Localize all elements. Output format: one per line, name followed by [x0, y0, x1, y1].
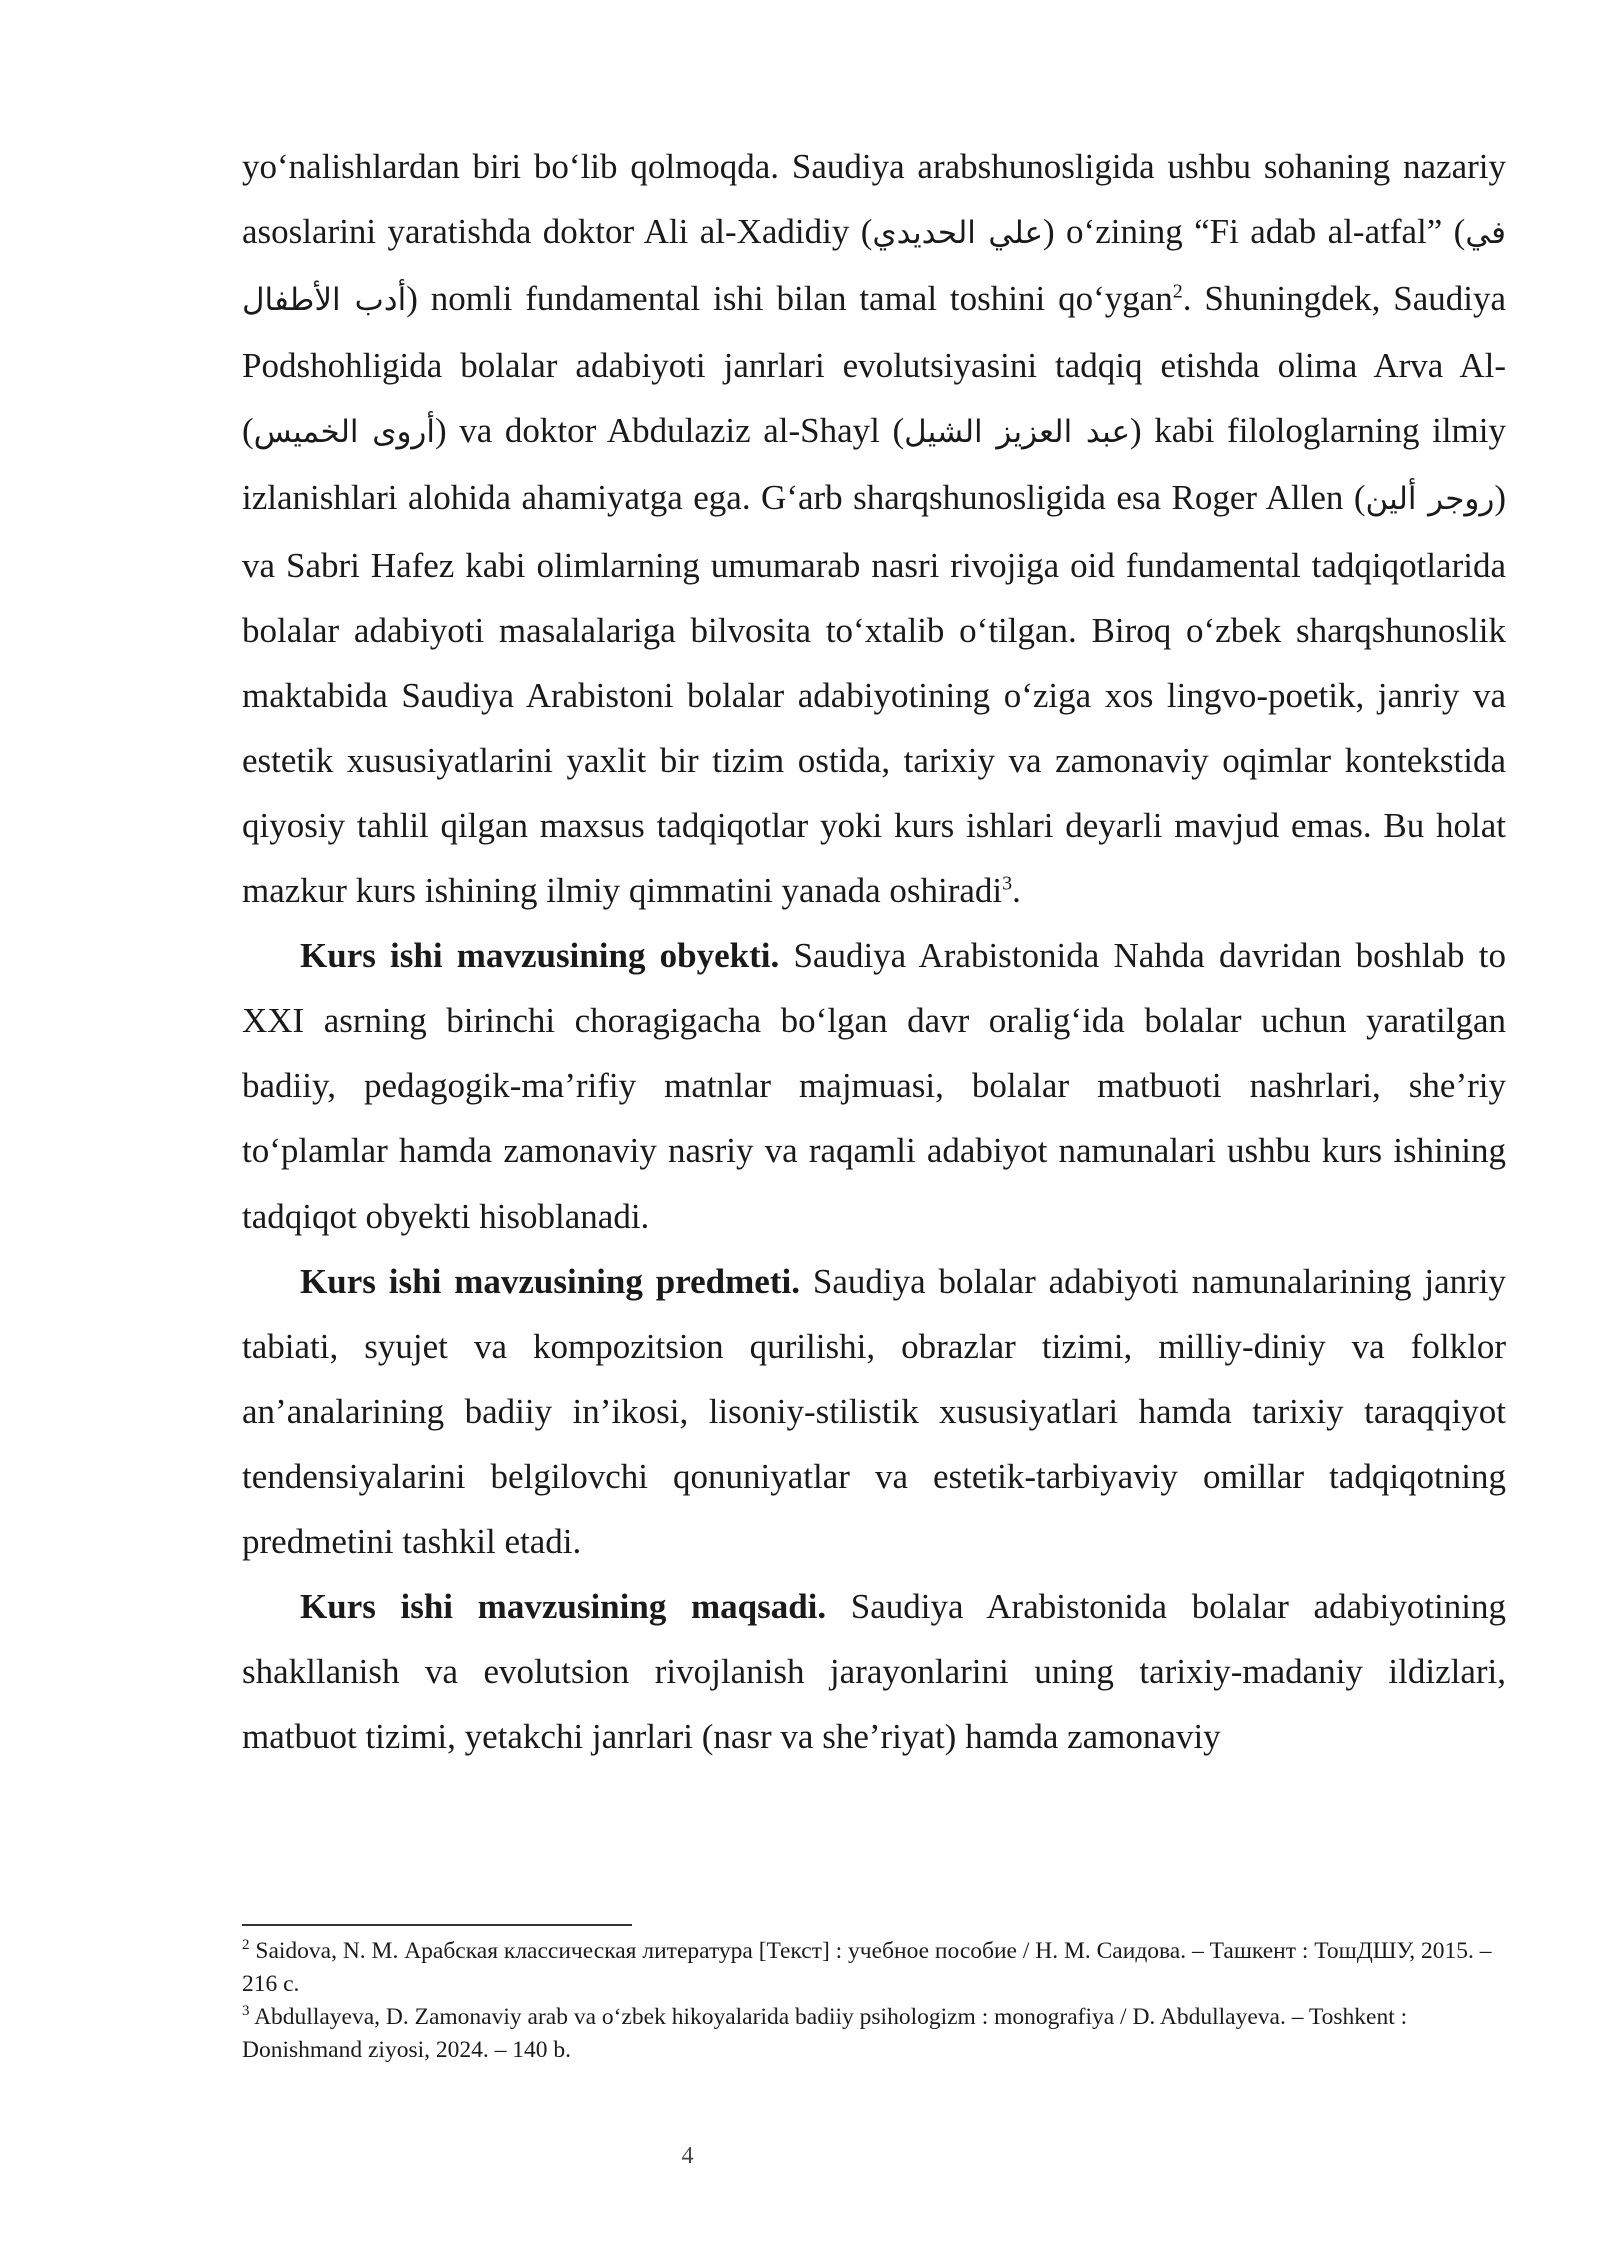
- section-heading-subject: Kurs ishi mavzusining predmeti.: [300, 1261, 800, 1301]
- text-run: . Shuningdek, Saudiya Podshohligida bolalar adabiyoti janrlari evolutsiyasini tadqiq etishda olima Arva Al- (: [242, 279, 1506, 451]
- footnote-number: 2: [242, 1937, 250, 1954]
- subject-paragraph: [242, 1249, 1506, 1574]
- text-run: ) kabi filologlarning ilmiy izlanishlari alohida ahamiyatga ega. G‘arb sharqshunosligida esa Roger Allen (: [242, 411, 1506, 518]
- section-heading-goal: Kurs ishi mavzusining maqsadi.: [300, 1587, 827, 1627]
- subject-text: Saudiya bolalar adabiyoti namunalarining janriy tabiati, syujet va kompozitsion qurilishi, obrazlar tizimi, milliy-diniy va folklor an’analarining badiiy in’ikosi, lisoniy-stilistik xususiyatlari hamda tarixiy taraqqiyot tendensiyalarini belgilovchi qonuniyatlar va estetik-tarbiyaviy omillar tadqiqotning predmetini tashkil etadi.: [242, 1261, 1506, 1561]
- goal-text: Saudiya Arabistonida bolalar adabiyotining shakllanish va evolutsion rivojlanish jarayonlarini uning tarixiy-madaniy ildizlari, matbuot tizimi, yetakchi janrlari (nasr va she’riyat) hamda zamonaviy: [242, 1587, 1506, 1757]
- body-text: [242, 134, 1506, 1769]
- footnote-text: Saidova, N. M. Арабская классическая литература [Текст] : учебное пособие / Н. М. Саидова. – Ташкент : ТошДШУ, 2015. – 216 с.: [242, 1938, 1492, 1997]
- footnote-number: 3: [242, 2003, 250, 2020]
- arabic-name: عبد العزيز الشيل: [904, 414, 1130, 451]
- arabic-name: روجر ألين: [1365, 481, 1495, 518]
- text-run: .: [1012, 871, 1021, 911]
- footnote-item: [242, 2001, 1506, 2067]
- footnote-divider: [242, 1924, 632, 1926]
- arabic-title: في أدب الأطفال: [242, 215, 1506, 319]
- goal-paragraph: [242, 1574, 1506, 1769]
- arabic-name: أروى الخميس: [253, 414, 436, 451]
- arabic-name: علي الحديدي: [872, 215, 1044, 252]
- footnote-ref[interactable]: 2: [1172, 280, 1183, 303]
- section-heading-object: Kurs ishi mavzusining obyekti.: [300, 936, 780, 976]
- text-run: ) nomli fundamental ishi bilan tamal toshini qo‘ygan: [406, 279, 1173, 319]
- text-run: ) o‘zining “Fi adab al-atfal” (: [1043, 212, 1466, 252]
- footnote-item: [242, 1935, 1506, 2001]
- object-text: Saudiya Arabistonida Nahda davridan boshlab to XXI asrning birinchi choragigacha bo‘lgan davr oralig‘ida bolalar uchun yaratilgan badiiy, pedagogik-ma’rifiy matnlar majmuasi, bolalar matbuoti nashrlari, she’riy to‘plamlar hamda zamonaviy nasriy va raqamli adabiyot namunalari ushbu kurs ishining tadqiqot obyekti hisoblanadi.: [242, 936, 1506, 1236]
- object-paragraph: [242, 923, 1506, 1248]
- footnote-ref[interactable]: 3: [1002, 872, 1013, 895]
- text-run: ) va Sabri Hafez kabi olimlarning umumarab nasri rivojiga oid fundamental tadqiqotlarida bolalar adabiyoti masalalariga bilvosita to‘xtalib o‘tilgan. Biroq o‘zbek sharqshunoslik maktabida Saudiya Arabistoni bolalar adabiyotining o‘ziga xos lingvo-poetik, janriy va estetik xususiyatlarini yaxlit bir tizim ostida, tarixiy va zamonaviy oqimlar kontekstida qiyosiy tahlil qilgan maxsus tadqiqotlar yoki kurs ishlari deyarli mavjud emas. Bu holat mazkur kurs ishining ilmiy qimmatini yanada oshiradi: [242, 478, 1506, 911]
- text-run: yo‘nalishlardan biri bo‘lib qolmoqda. Saudiya arabshunosligida ushbu sohaning nazariy asoslarini yaratishda doktor Ali al-Xadidiy (: [242, 147, 1506, 252]
- footnote-text: Abdullayeva, D. Zamonaviy arab va o‘zbek hikoyalarida badiiy psihologizm : monografiya / D. Abdullayeva. – Toshkent : Donishmand ziyosi, 2024. – 140 b.: [242, 2004, 1408, 2063]
- footnotes: [242, 1935, 1506, 2067]
- intro-paragraph: [242, 134, 1506, 923]
- page-number: 4: [681, 2143, 694, 2169]
- text-run: ) va doktor Abdulaziz al-Shayl (: [435, 411, 905, 451]
